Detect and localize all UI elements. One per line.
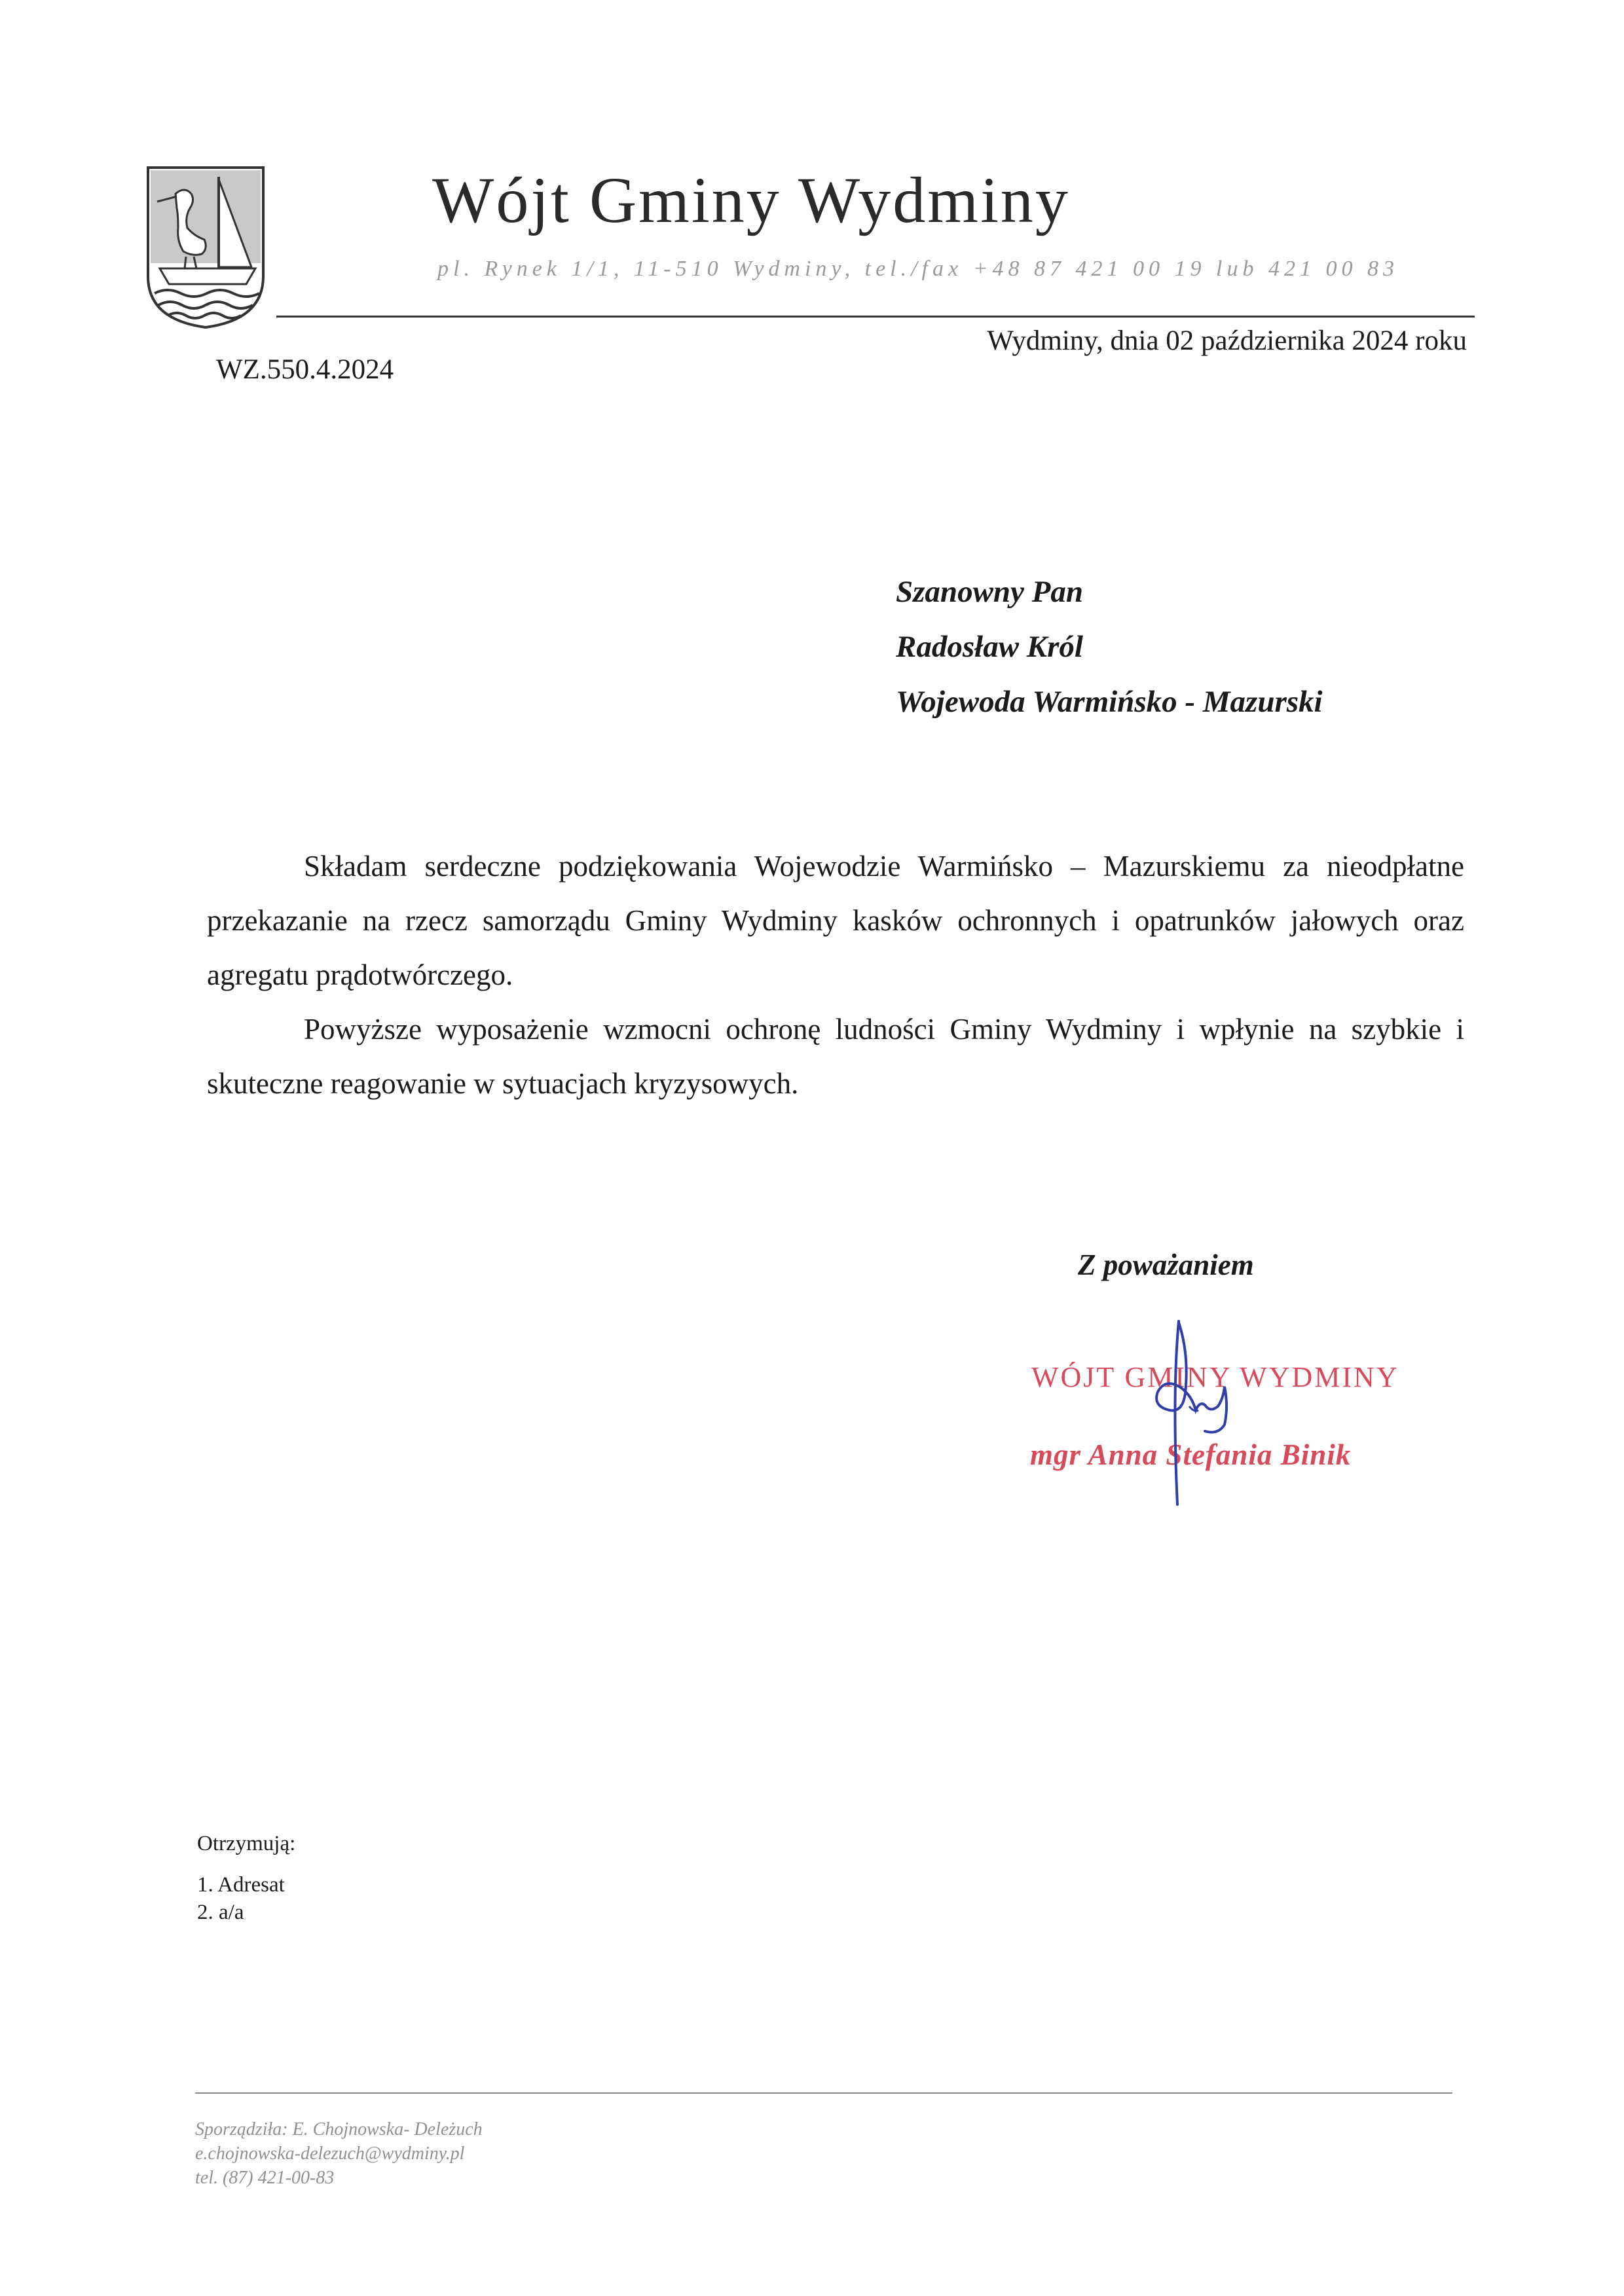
list-item: 2. a/a: [197, 1901, 244, 1924]
date-line: Wydminy, dnia 02 października 2024 roku: [987, 325, 1467, 356]
recipients-list: [197, 1871, 285, 1926]
list-item: 1. Adresat: [197, 1873, 285, 1897]
footer-email: e.chojnowska-delezuch@wydminy.pl: [195, 2143, 465, 2164]
footer-block: [195, 2117, 483, 2190]
addressee-block: [896, 564, 1323, 729]
handwritten-signature-icon: [1126, 1315, 1257, 1511]
body-paragraph-1: Składam serdeczne podziękowania Wojewodzie Warmińsko – Mazurskiemu za nieodpłatne przekazanie na rzecz samorządu Gminy Wydminy kasków ochronnych i opatrunków jałowych oraz agregatu prądotwórczego.: [207, 850, 1464, 991]
closing-phrase: Z poważaniem: [1078, 1248, 1254, 1281]
footer-phone: tel. (87) 421-00-83: [195, 2168, 335, 2188]
footer-divider: [195, 2092, 1452, 2094]
addressee-position: Wojewoda Warmińsko - Mazurski: [896, 685, 1323, 719]
letterhead-title: Wójt Gminy Wydminy: [432, 164, 1070, 236]
reference-number: WZ.550.4.2024: [216, 354, 394, 385]
footer-prepared-by: Sporządziła: E. Chojnowska- Deleżuch: [195, 2119, 483, 2140]
stamp-name: mgr Anna Stefania Binik: [1030, 1438, 1352, 1471]
stamp-office: WÓJT GMINY WYDMINY: [1031, 1361, 1399, 1393]
letterhead-address: pl. Rynek 1/1, 11-510 Wydminy, tel./fax +48 87 421 00 19 lub 421 00 83: [437, 257, 1399, 281]
recipients-heading: Otrzymują:: [197, 1832, 296, 1855]
letterhead-divider: [276, 316, 1475, 318]
addressee-salutation: Szanowny Pan: [896, 575, 1084, 609]
body-paragraph-2: Powyższe wyposażenie wzmocni ochronę ludności Gminy Wydminy i wpłynie na szybkie i skuteczne reagowanie w sytuacjach kryzysowych.: [207, 1013, 1464, 1100]
letter-body: [207, 839, 1464, 1111]
addressee-name: Radosław Król: [896, 630, 1083, 664]
coat-of-arms-icon: [145, 165, 266, 330]
